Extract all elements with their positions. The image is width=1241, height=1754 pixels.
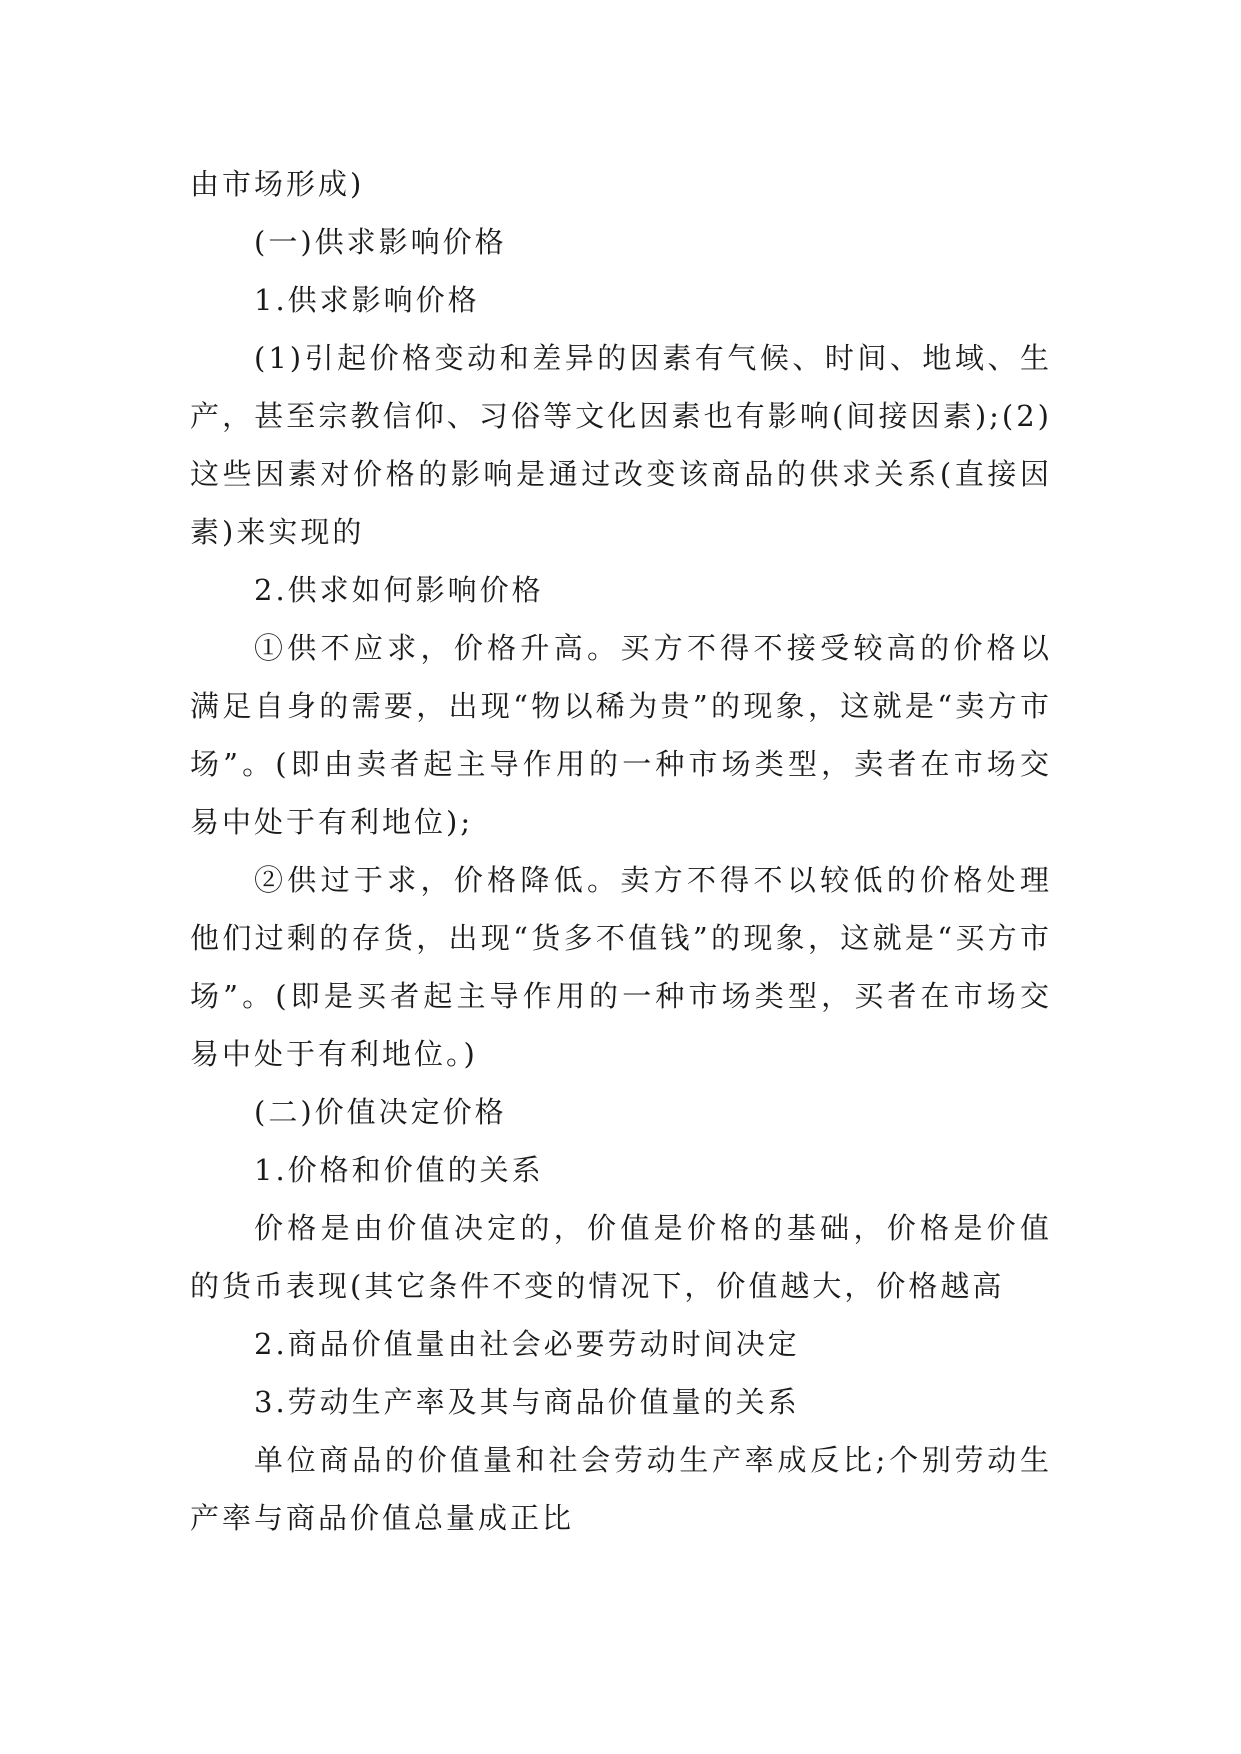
- paragraph-price-value: 价格是由价值决定的，价值是价格的基础，价格是价值的货币表现(其它条件不变的情况下，价值越大，价格越高: [190, 1211, 1052, 1303]
- paragraph-productivity: 单位商品的价值量和社会劳动生产率成反比;个别劳动生产率与商品价值总量成正比: [190, 1443, 1052, 1535]
- paragraph-buyers-market: ②供过于求，价格降低。卖方不得不以较低的价格处理他们过剩的存货，出现“货多不值钱”的现象，这就是“买方市场”。(即是买者起主导作用的一种市场类型，买者在市场交易中处于有利地位。): [190, 863, 1052, 1071]
- paragraph-factors: (1)引起价格变动和差异的因素有气候、时间、地域、生产，甚至宗教信仰、习俗等文化因素也有影响(间接因素);(2)这些因素对价格的影响是通过改变该商品的供求关系(直接因素)来实现的: [190, 341, 1052, 549]
- document-body: [190, 155, 1052, 1547]
- heading-section-one: (一)供求影响价格: [254, 225, 507, 259]
- paragraph-continuation: 由市场形成): [190, 167, 365, 201]
- subheading-price-value: 1.价格和价值的关系: [254, 1153, 544, 1187]
- heading-section-two: (二)价值决定价格: [254, 1095, 507, 1129]
- paragraph-sellers-market: ①供不应求，价格升高。买方不得不接受较高的价格以满足自身的需要，出现“物以稀为贵”的现象，这就是“卖方市场”。(即由卖者起主导作用的一种市场类型，卖者在市场交易中处于有利地位);: [190, 631, 1052, 839]
- subheading-value-quantity: 2.商品价值量由社会必要劳动时间决定: [254, 1327, 800, 1361]
- subheading-2: 2.供求如何影响价格: [254, 573, 544, 607]
- subheading-productivity: 3.劳动生产率及其与商品价值量的关系: [254, 1385, 800, 1419]
- subheading-1: 1.供求影响价格: [254, 283, 480, 317]
